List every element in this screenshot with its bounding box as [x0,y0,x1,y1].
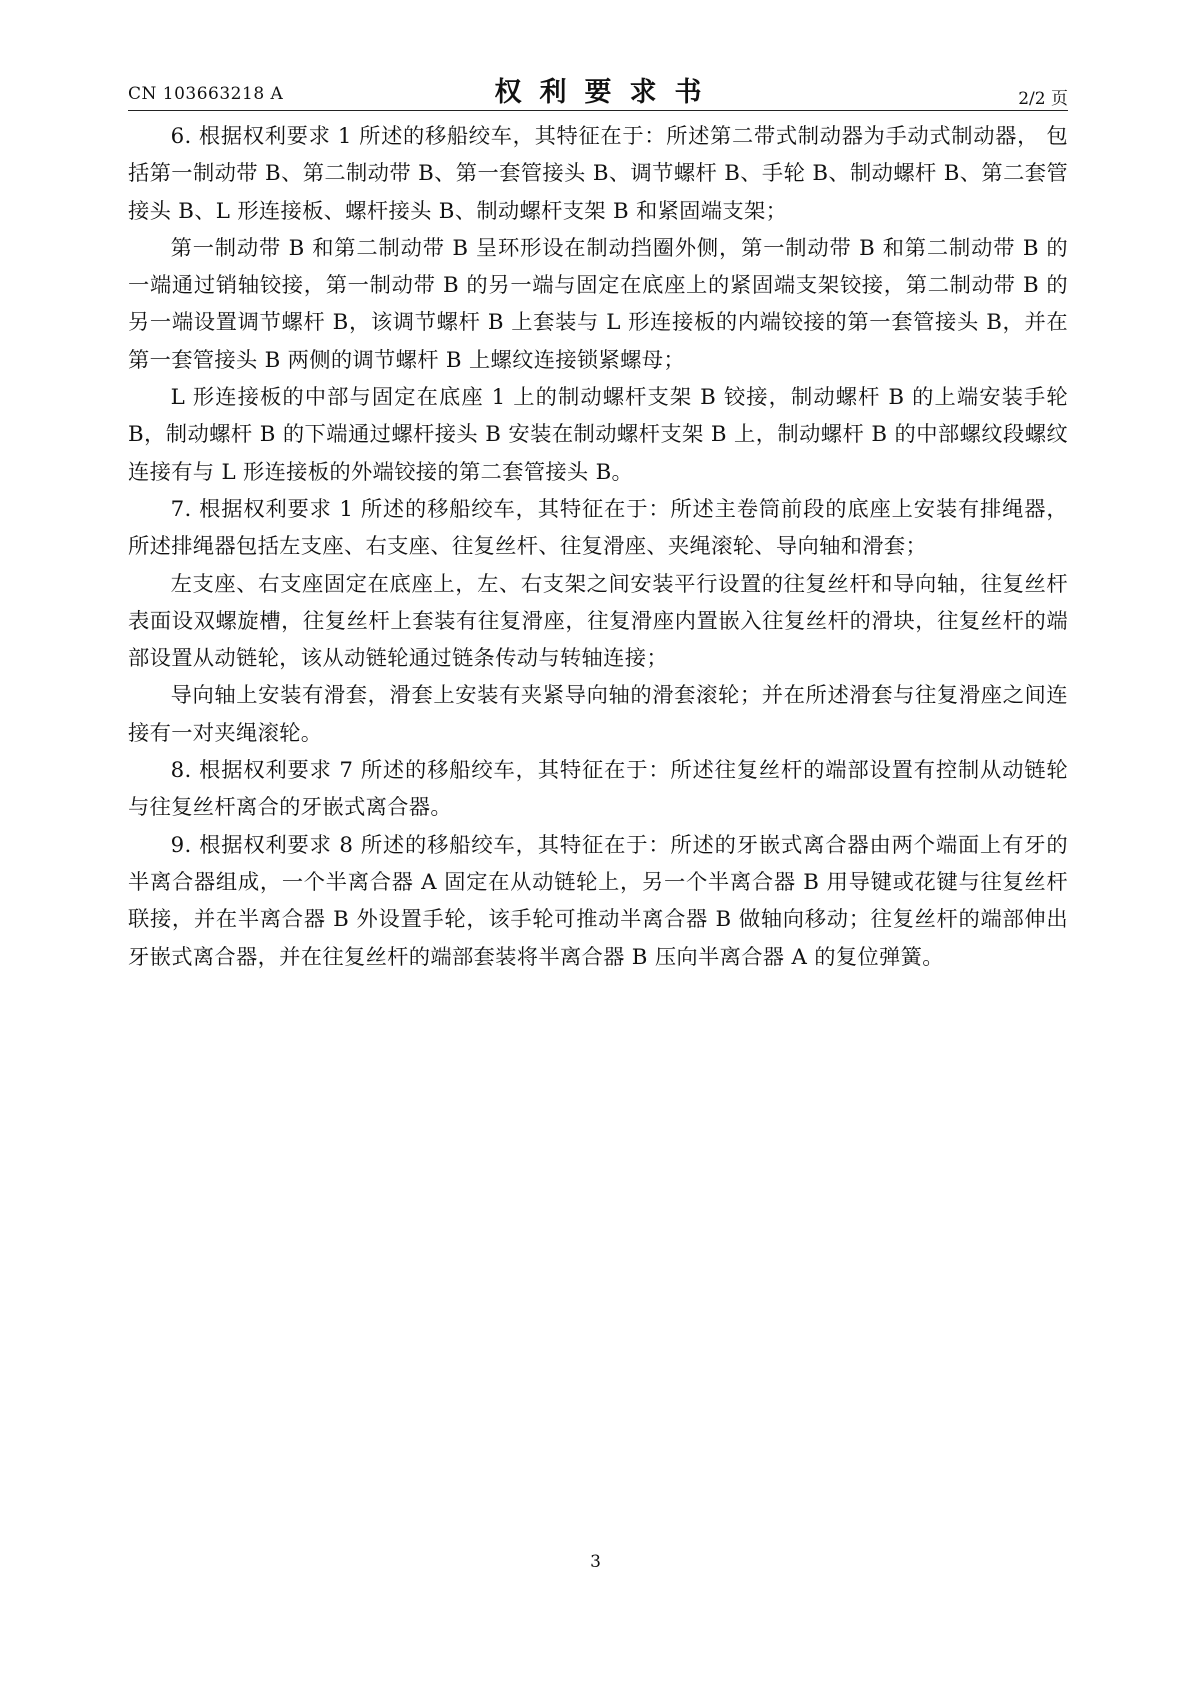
claim-paragraph: 第一制动带 B 和第二制动带 B 呈环形设在制动挡圈外侧，第一制动带 B 和第二制动带 B 的一端通过销轴铰接，第一制动带 B 的另一端与固定在底座上的紧固端支架铰接，第二制动带 B 的另一端设置调节螺杆 B，该调节螺杆 B 上套装与 L 形连接板的内端铰接的第一套管接头 B，并在第一套管接头 B 两侧的调节螺杆 B 上螺纹连接锁紧螺母； [128,235,1068,373]
page-number: 3 [590,1552,601,1572]
claims-body [128,118,1068,976]
page-info: 2/2 页 [1018,89,1068,109]
claim-paragraph: L 形连接板的中部与固定在底座 1 上的制动螺杆支架 B 铰接，制动螺杆 B 的上端安装手轮 B，制动螺杆 B 的下端通过螺杆接头 B 安装在制动螺杆支架 B 上，制动螺杆 B 的中部螺纹段螺纹连接有与 L 形连接板的外端铰接的第二套管接头 B。 [128,385,1068,485]
page-header [128,64,1068,110]
claim-paragraph: 导向轴上安装有滑套，滑套上安装有夹紧导向轴的滑套滚轮；并在所述滑套与往复滑座之间连接有一对夹绳滚轮。 [128,683,1068,746]
claim-paragraph: 7. 根据权利要求 1 所述的移船绞车，其特征在于：所述主卷筒前段的底座上安装有排绳器，所述排绳器包括左支座、右支座、往复丝杆、往复滑座、夹绳滚轮、导向轴和滑套； [128,496,1068,560]
claim-paragraph: 8. 根据权利要求 7 所述的移船绞车，其特征在于：所述往复丝杆的端部设置有控制从动链轮与往复丝杆离合的牙嵌式离合器。 [128,758,1068,821]
claim-paragraph: 9. 根据权利要求 8 所述的移船绞车，其特征在于：所述的牙嵌式离合器由两个端面上有牙的半离合器组成，一个半离合器 A 固定在从动链轮上，另一个半离合器 B 用导键或花键与往复丝杆联接，并在半离合器 B 外设置手轮，该手轮可推动半离合器 B 做轴向移动；往复丝杆的端部伸出牙嵌式离合器，并在往复丝杆的端部套装将半离合器 B 压向半离合器 A 的复位弹簧。 [128,832,1068,970]
document-number: CN 103663218 A [128,84,284,104]
header-divider [128,110,1068,111]
claim-paragraph: 左支座、右支座固定在底座上，左、右支架之间安装平行设置的往复丝杆和导向轴，往复丝杆表面设双螺旋槽，往复丝杆上套装有往复滑座，往复滑座内置嵌入往复丝杆的滑块，往复丝杆的端部设置从动链轮，该从动链轮通过链条传动与转轴连接； [128,571,1068,672]
document-title: 权利要求书 [494,77,720,108]
claim-paragraph: 6. 根据权利要求 1 所述的移船绞车，其特征在于：所述第二带式制动器为手动式制动器， 包括第一制动带 B、第二制动带 B、第一套管接头 B、调节螺杆 B、手轮 B、制动螺杆 B、第二套管接头 B、L 形连接板、螺杆接头 B、制动螺杆支架 B 和紧固端支架； [128,124,1068,224]
